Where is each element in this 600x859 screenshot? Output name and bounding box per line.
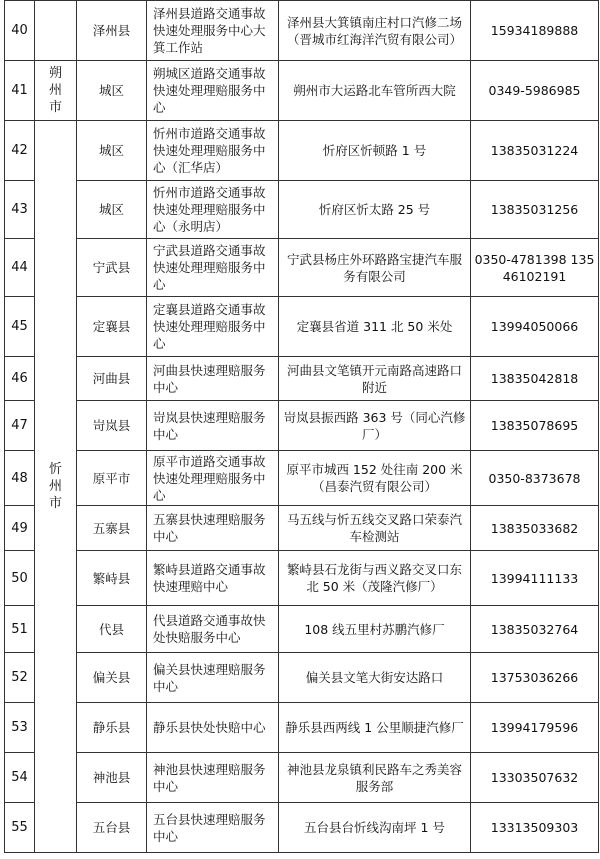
city-name: 朔州市 bbox=[48, 66, 62, 115]
service-center-table bbox=[4, 0, 599, 853]
county-cell: 繁峙县 bbox=[77, 551, 147, 606]
county-cell: 岢岚县 bbox=[77, 401, 147, 451]
phone-cell: 0350-8373678 bbox=[471, 451, 599, 506]
phone-cell: 13835042818 bbox=[471, 357, 599, 401]
row-number: 46 bbox=[5, 357, 35, 401]
row-number: 49 bbox=[5, 506, 35, 551]
city-name: 忻州市 bbox=[48, 462, 62, 511]
table-row bbox=[5, 551, 599, 606]
county-cell: 静乐县 bbox=[77, 703, 147, 753]
table-row bbox=[5, 297, 599, 357]
county-cell: 城区 bbox=[77, 61, 147, 121]
address-cell: 五台县台忻线沟南坪 1 号 bbox=[279, 803, 471, 853]
table-row bbox=[5, 1, 599, 61]
county-cell: 五寨县 bbox=[77, 506, 147, 551]
table-row bbox=[5, 401, 599, 451]
address-cell: 108 线五里村苏鹏汽修厂 bbox=[279, 606, 471, 653]
county-cell: 河曲县 bbox=[77, 357, 147, 401]
org-cell: 繁峙县道路交通事故快速理赔中心 bbox=[147, 551, 279, 606]
row-number: 40 bbox=[5, 1, 35, 61]
address-cell: 静乐县西两线 1 公里顺捷汽修厂 bbox=[279, 703, 471, 753]
row-number: 54 bbox=[5, 753, 35, 803]
address-cell: 忻府区忻太路 25 号 bbox=[279, 181, 471, 239]
row-number: 52 bbox=[5, 653, 35, 703]
table-row bbox=[5, 239, 599, 297]
org-cell: 五寨县快速理赔服务中心 bbox=[147, 506, 279, 551]
phone-cell: 13303507632 bbox=[471, 753, 599, 803]
phone-cell: 13994050066 bbox=[471, 297, 599, 357]
county-cell: 泽州县 bbox=[77, 1, 147, 61]
phone-cell: 13835031224 bbox=[471, 121, 599, 181]
row-number: 50 bbox=[5, 551, 35, 606]
table-row bbox=[5, 181, 599, 239]
phone-cell: 0350-4781398 13546102191 bbox=[471, 239, 599, 297]
address-cell: 定襄县省道 311 北 50 米处 bbox=[279, 297, 471, 357]
table-row bbox=[5, 357, 599, 401]
address-cell: 马五线与忻五线交叉路口荣泰汽车检测站 bbox=[279, 506, 471, 551]
table-row bbox=[5, 703, 599, 753]
address-cell: 繁峙县石龙街与西义路交叉口东北 50 米（茂隆汽修厂） bbox=[279, 551, 471, 606]
county-cell: 原平市 bbox=[77, 451, 147, 506]
row-number: 45 bbox=[5, 297, 35, 357]
table-row bbox=[5, 451, 599, 506]
row-number: 53 bbox=[5, 703, 35, 753]
county-cell: 城区 bbox=[77, 121, 147, 181]
row-number: 43 bbox=[5, 181, 35, 239]
phone-cell: 15934189888 bbox=[471, 1, 599, 61]
org-cell: 河曲县快速理赔服务中心 bbox=[147, 357, 279, 401]
table-row bbox=[5, 506, 599, 551]
row-number: 41 bbox=[5, 61, 35, 121]
row-number: 42 bbox=[5, 121, 35, 181]
org-cell: 偏关县快速理赔服务中心 bbox=[147, 653, 279, 703]
address-cell: 朔州市大运路北车管所西大院 bbox=[279, 61, 471, 121]
table-row bbox=[5, 606, 599, 653]
address-cell: 神池县龙泉镇利民路车之秀美容服务部 bbox=[279, 753, 471, 803]
org-cell: 忻州市道路交通事故快速处理理赔服务中心（永明店） bbox=[147, 181, 279, 239]
county-cell: 偏关县 bbox=[77, 653, 147, 703]
city-cell bbox=[35, 61, 77, 121]
city-cell bbox=[35, 1, 77, 61]
phone-cell: 13994179596 bbox=[471, 703, 599, 753]
org-cell: 神池县快速理赔服务中心 bbox=[147, 753, 279, 803]
org-cell: 岢岚县快速理赔服务中心 bbox=[147, 401, 279, 451]
address-cell: 忻府区忻顿路 1 号 bbox=[279, 121, 471, 181]
county-cell: 代县 bbox=[77, 606, 147, 653]
phone-cell: 13753036266 bbox=[471, 653, 599, 703]
county-cell: 五台县 bbox=[77, 803, 147, 853]
phone-cell: 13313509303 bbox=[471, 803, 599, 853]
address-cell: 偏关县文笔大街安达路口 bbox=[279, 653, 471, 703]
county-cell: 神池县 bbox=[77, 753, 147, 803]
table-row bbox=[5, 121, 599, 181]
org-cell: 朔城区道路交通事故快速处理理赔服务中心 bbox=[147, 61, 279, 121]
address-cell: 河曲县文笔镇开元南路高速路口附近 bbox=[279, 357, 471, 401]
row-number: 48 bbox=[5, 451, 35, 506]
org-cell: 代县道路交通事故快处快赔服务中心 bbox=[147, 606, 279, 653]
phone-cell: 13835032764 bbox=[471, 606, 599, 653]
row-number: 55 bbox=[5, 803, 35, 853]
table-row bbox=[5, 653, 599, 703]
org-cell: 宁武县道路交通事故快速处理理赔服务中心 bbox=[147, 239, 279, 297]
phone-cell: 13835078695 bbox=[471, 401, 599, 451]
city-cell bbox=[35, 121, 77, 853]
phone-cell: 0349-5986985 bbox=[471, 61, 599, 121]
county-cell: 定襄县 bbox=[77, 297, 147, 357]
phone-cell: 13835033682 bbox=[471, 506, 599, 551]
org-cell: 五台县快速理赔服务中心 bbox=[147, 803, 279, 853]
table-row bbox=[5, 61, 599, 121]
org-cell: 泽州县道路交通事故快速处理服务中心大箕工作站 bbox=[147, 1, 279, 61]
phone-cell: 13994111133 bbox=[471, 551, 599, 606]
county-cell: 城区 bbox=[77, 181, 147, 239]
org-cell: 原平市道路交通事故快速处理理赔服务中心 bbox=[147, 451, 279, 506]
org-cell: 定襄县道路交通事故快速处理理赔服务中心 bbox=[147, 297, 279, 357]
address-cell: 岢岚县振西路 363 号（同心汽修厂） bbox=[279, 401, 471, 451]
address-cell: 泽州县大箕镇南庄村口汽修二场（晋城市红海洋汽贸有限公司） bbox=[279, 1, 471, 61]
table-row bbox=[5, 753, 599, 803]
org-cell: 静乐县快处快赔中心 bbox=[147, 703, 279, 753]
row-number: 51 bbox=[5, 606, 35, 653]
org-cell: 忻州市道路交通事故快速处理理赔服务中心（汇华店） bbox=[147, 121, 279, 181]
row-number: 47 bbox=[5, 401, 35, 451]
address-cell: 宁武县杨庄外环路路宝捷汽车服务有限公司 bbox=[279, 239, 471, 297]
county-cell: 宁武县 bbox=[77, 239, 147, 297]
table-row bbox=[5, 803, 599, 853]
phone-cell: 13835031256 bbox=[471, 181, 599, 239]
address-cell: 原平市城西 152 处往南 200 米（昌泰汽贸有限公司） bbox=[279, 451, 471, 506]
row-number: 44 bbox=[5, 239, 35, 297]
